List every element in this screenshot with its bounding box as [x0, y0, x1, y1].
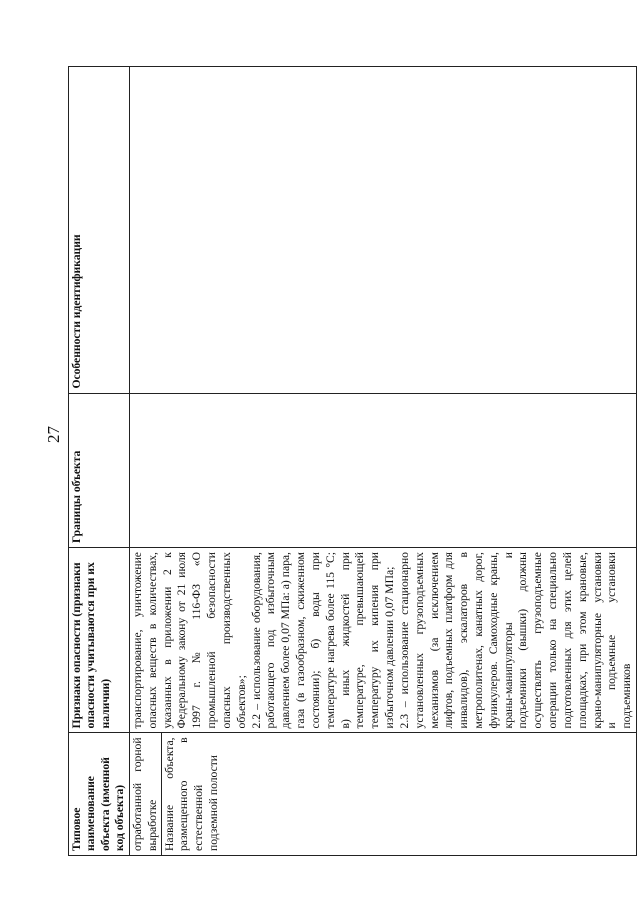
- document-table-container: [68, 66, 634, 856]
- header-hazard-signs: Признаки опасности (признаки опасности учитываются при их наличии): [69, 548, 130, 733]
- header-identification-features: Особенности идентификации: [69, 67, 130, 394]
- identification-table: [68, 66, 637, 856]
- cell-identification-features: [129, 67, 636, 394]
- hazard-text-line: транспортирование, уничтожение опасных веществ в количествах, указанных в приложении 2 к Федеральному закону от 21 июля 1997 г. № 116-ФЗ «О промышленной безопасности опасных производственных объектов»;: [130, 552, 248, 729]
- object-name-continued: отработанной горной выработке: [130, 737, 159, 851]
- header-object-boundaries: Границы объекта: [69, 393, 130, 548]
- hazard-text-line: 2.2 – использование оборудования, работающего под избыточным давлением более 0,07 МПа: а) пара, газа (в газообразном, сжиженном состоянии); б) воды при температуре нагрева более 115 °С; в) иных жидкостей при температуре, превышающей температуру их кипения при избыточном давлении 0,07 МПа;: [249, 552, 397, 729]
- object-name-item: Название объекта, размещенного в естественной подземной полости: [161, 733, 223, 855]
- table-header-row: [69, 67, 130, 856]
- hazard-text-line: 2.3 – использование стационарно установленных грузоподъемных механизмов (за исключением лифтов, подъемных платформ для инвалидов), эскалаторов в метрополитенах, канатных дорог, фуникулеров. Самоходные краны, краны-манипуляторы и подъемники (вышки) должны осуществлять грузоподъемные операции только на специально подготовленных для этих целей площадках, при этом крановые, крано-манипуляторные установки и подъемные установки подъемников: [397, 552, 634, 729]
- cell-object-boundaries: [129, 393, 636, 548]
- header-object-name: Типовое наименование объекта (именной код объекта): [69, 733, 130, 856]
- cell-hazard-signs: [129, 548, 636, 733]
- page-number: 27: [44, 426, 63, 443]
- cell-object-name: [129, 733, 636, 856]
- table-row: [129, 67, 636, 856]
